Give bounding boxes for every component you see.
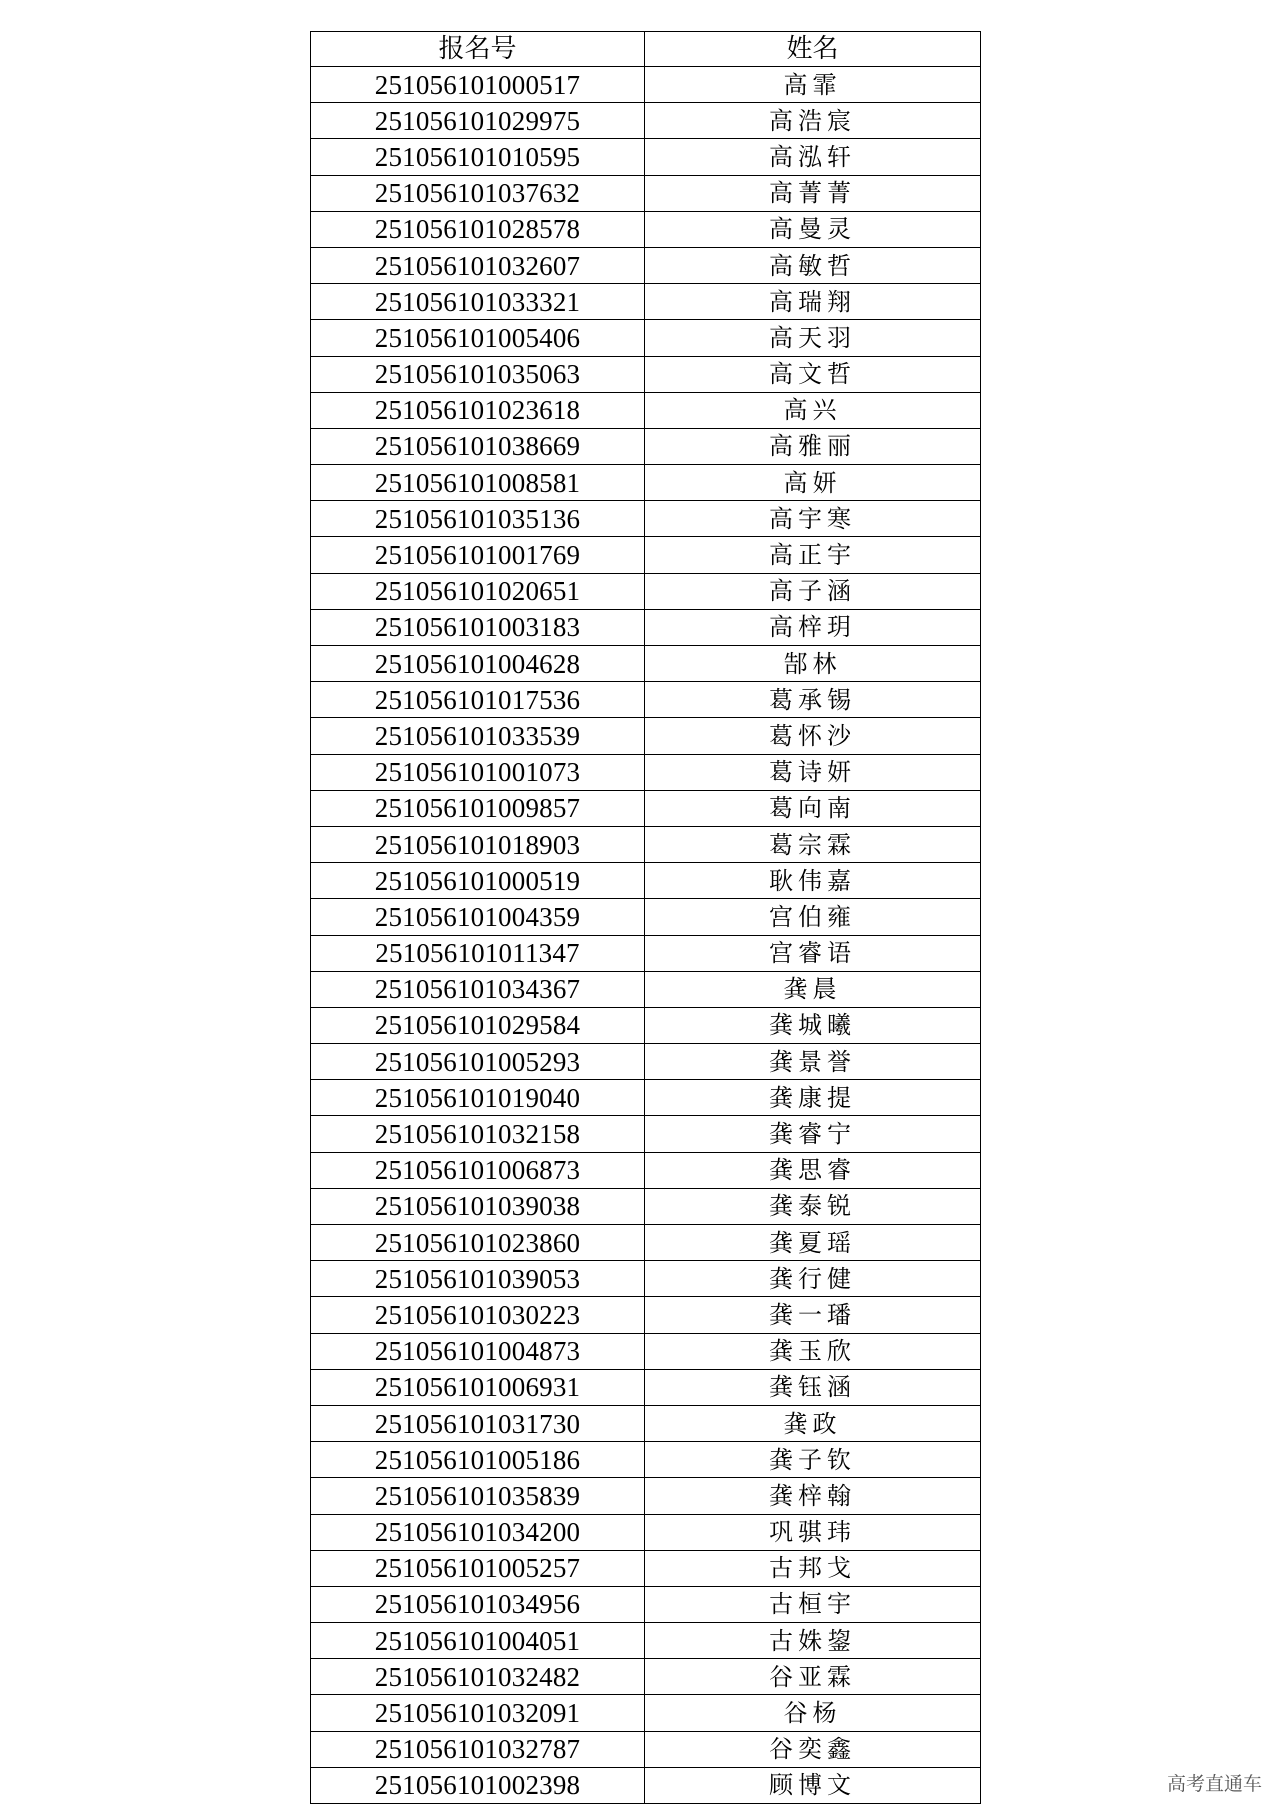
table-row: [311, 1225, 981, 1261]
table-row: [311, 1731, 981, 1767]
table-row: [311, 1623, 981, 1659]
name-cell: 龚一璠: [645, 1297, 981, 1333]
name-cell: 宫伯雍: [645, 899, 981, 935]
registration-table: [310, 31, 981, 1804]
table-row: [311, 1442, 981, 1478]
table-row: [311, 1514, 981, 1550]
registration-number-cell: 251056101034956: [311, 1586, 645, 1622]
table-row: [311, 356, 981, 392]
table-row: [311, 1261, 981, 1297]
name-cell: 葛向南: [645, 790, 981, 826]
table-row: [311, 537, 981, 573]
table-row: [311, 1007, 981, 1043]
name-cell: 顾博文: [645, 1767, 981, 1803]
registration-number-cell: 251056101005406: [311, 320, 645, 356]
registration-number-cell: 251056101009857: [311, 790, 645, 826]
table-row: [311, 935, 981, 971]
name-cell: 高宇寒: [645, 501, 981, 537]
name-cell: 龚景誉: [645, 1044, 981, 1080]
name-cell: 高兴: [645, 392, 981, 428]
registration-number-cell: 251056101035839: [311, 1478, 645, 1514]
registration-number-cell: 251056101023860: [311, 1225, 645, 1261]
registration-number-cell: 251056101032607: [311, 247, 645, 283]
registration-number-cell: 251056101010595: [311, 139, 645, 175]
table-row: [311, 1478, 981, 1514]
table-header-row: [311, 32, 981, 67]
name-cell: 龚政: [645, 1405, 981, 1441]
name-cell: 龚泰锐: [645, 1188, 981, 1224]
name-cell: 龚玉欣: [645, 1333, 981, 1369]
name-cell: 高雅丽: [645, 428, 981, 464]
registration-number-cell: 251056101029975: [311, 103, 645, 139]
table-row: [311, 247, 981, 283]
registration-number-cell: 251056101019040: [311, 1080, 645, 1116]
table-row: [311, 175, 981, 211]
registration-number-cell: 251056101005186: [311, 1442, 645, 1478]
table-row: [311, 465, 981, 501]
name-cell: 高文哲: [645, 356, 981, 392]
name-cell: 高正宇: [645, 537, 981, 573]
name-cell: 高泓轩: [645, 139, 981, 175]
registration-number-cell: 251056101032158: [311, 1116, 645, 1152]
header-registration-number: 报名号: [311, 32, 645, 67]
roster-sheet: [310, 31, 980, 1804]
registration-number-cell: 251056101032091: [311, 1695, 645, 1731]
table-row: [311, 1550, 981, 1586]
registration-number-cell: 251056101028578: [311, 211, 645, 247]
name-cell: 龚睿宁: [645, 1116, 981, 1152]
registration-number-cell: 251056101029584: [311, 1007, 645, 1043]
table-row: [311, 1333, 981, 1369]
name-cell: 高菁菁: [645, 175, 981, 211]
table-row: [311, 1369, 981, 1405]
registration-number-cell: 251056101006873: [311, 1152, 645, 1188]
table-row: [311, 103, 981, 139]
registration-number-cell: 251056101035063: [311, 356, 645, 392]
name-cell: 郜林: [645, 646, 981, 682]
registration-number-cell: 251056101008581: [311, 465, 645, 501]
table-row: [311, 1695, 981, 1731]
name-cell: 葛宗霖: [645, 826, 981, 862]
name-cell: 谷亚霖: [645, 1659, 981, 1695]
table-row: [311, 1297, 981, 1333]
table-row: [311, 1405, 981, 1441]
table-row: [311, 646, 981, 682]
name-cell: 龚夏瑶: [645, 1225, 981, 1261]
registration-number-cell: 251056101000519: [311, 863, 645, 899]
registration-number-cell: 251056101033321: [311, 284, 645, 320]
table-row: [311, 284, 981, 320]
table-row: [311, 428, 981, 464]
registration-number-cell: 251056101037632: [311, 175, 645, 211]
table-body: [311, 67, 981, 1804]
table-row: [311, 1767, 981, 1803]
table-row: [311, 1188, 981, 1224]
registration-number-cell: 251056101034200: [311, 1514, 645, 1550]
table-row: [311, 826, 981, 862]
name-cell: 龚城曦: [645, 1007, 981, 1043]
name-cell: 龚晨: [645, 971, 981, 1007]
header-name: 姓名: [645, 32, 981, 67]
name-cell: 龚梓翰: [645, 1478, 981, 1514]
table-row: [311, 139, 981, 175]
registration-number-cell: 251056101001073: [311, 754, 645, 790]
watermark: 高考直通车: [1166, 1773, 1262, 1795]
table-row: [311, 899, 981, 935]
table-row: [311, 754, 981, 790]
name-cell: 古邦戈: [645, 1550, 981, 1586]
registration-number-cell: 251056101001769: [311, 537, 645, 573]
name-cell: 高霏: [645, 67, 981, 103]
registration-number-cell: 251056101033539: [311, 718, 645, 754]
registration-number-cell: 251056101032482: [311, 1659, 645, 1695]
table-row: [311, 790, 981, 826]
name-cell: 高子涵: [645, 573, 981, 609]
table-row: [311, 1044, 981, 1080]
name-cell: 耿伟嘉: [645, 863, 981, 899]
name-cell: 龚子钦: [645, 1442, 981, 1478]
table-row: [311, 320, 981, 356]
table-row: [311, 1152, 981, 1188]
table-row: [311, 67, 981, 103]
name-cell: 葛诗妍: [645, 754, 981, 790]
registration-number-cell: 251056101032787: [311, 1731, 645, 1767]
registration-number-cell: 251056101035136: [311, 501, 645, 537]
name-cell: 龚思睿: [645, 1152, 981, 1188]
registration-number-cell: 251056101011347: [311, 935, 645, 971]
registration-number-cell: 251056101004051: [311, 1623, 645, 1659]
name-cell: 高妍: [645, 465, 981, 501]
name-cell: 葛怀沙: [645, 718, 981, 754]
table-row: [311, 863, 981, 899]
name-cell: 高梓玥: [645, 609, 981, 645]
registration-number-cell: 251056101004628: [311, 646, 645, 682]
name-cell: 古桓宇: [645, 1586, 981, 1622]
name-cell: 谷奕鑫: [645, 1731, 981, 1767]
registration-number-cell: 251056101030223: [311, 1297, 645, 1333]
registration-number-cell: 251056101002398: [311, 1767, 645, 1803]
table-row: [311, 971, 981, 1007]
registration-number-cell: 251056101020651: [311, 573, 645, 609]
name-cell: 高瑞翔: [645, 284, 981, 320]
name-cell: 龚行健: [645, 1261, 981, 1297]
table-row: [311, 211, 981, 247]
registration-number-cell: 251056101031730: [311, 1405, 645, 1441]
registration-number-cell: 251056101038669: [311, 428, 645, 464]
registration-number-cell: 251056101006931: [311, 1369, 645, 1405]
name-cell: 龚康提: [645, 1080, 981, 1116]
name-cell: 葛承锡: [645, 682, 981, 718]
table-row: [311, 573, 981, 609]
table-row: [311, 501, 981, 537]
registration-number-cell: 251056101017536: [311, 682, 645, 718]
name-cell: 龚钰涵: [645, 1369, 981, 1405]
registration-number-cell: 251056101018903: [311, 826, 645, 862]
name-cell: 高浩宸: [645, 103, 981, 139]
name-cell: 高曼灵: [645, 211, 981, 247]
name-cell: 谷杨: [645, 1695, 981, 1731]
registration-number-cell: 251056101039038: [311, 1188, 645, 1224]
table-row: [311, 609, 981, 645]
table-row: [311, 1586, 981, 1622]
table-row: [311, 392, 981, 428]
registration-number-cell: 251056101004873: [311, 1333, 645, 1369]
registration-number-cell: 251056101039053: [311, 1261, 645, 1297]
registration-number-cell: 251056101003183: [311, 609, 645, 645]
name-cell: 高天羽: [645, 320, 981, 356]
table-row: [311, 1080, 981, 1116]
name-cell: 古姝鋆: [645, 1623, 981, 1659]
registration-number-cell: 251056101000517: [311, 67, 645, 103]
name-cell: 宫睿语: [645, 935, 981, 971]
name-cell: 高敏哲: [645, 247, 981, 283]
registration-number-cell: 251056101005257: [311, 1550, 645, 1586]
registration-number-cell: 251056101005293: [311, 1044, 645, 1080]
table-row: [311, 718, 981, 754]
table-row: [311, 1659, 981, 1695]
registration-number-cell: 251056101004359: [311, 899, 645, 935]
registration-number-cell: 251056101034367: [311, 971, 645, 1007]
table-row: [311, 682, 981, 718]
registration-number-cell: 251056101023618: [311, 392, 645, 428]
table-row: [311, 1116, 981, 1152]
name-cell: 巩骐玮: [645, 1514, 981, 1550]
